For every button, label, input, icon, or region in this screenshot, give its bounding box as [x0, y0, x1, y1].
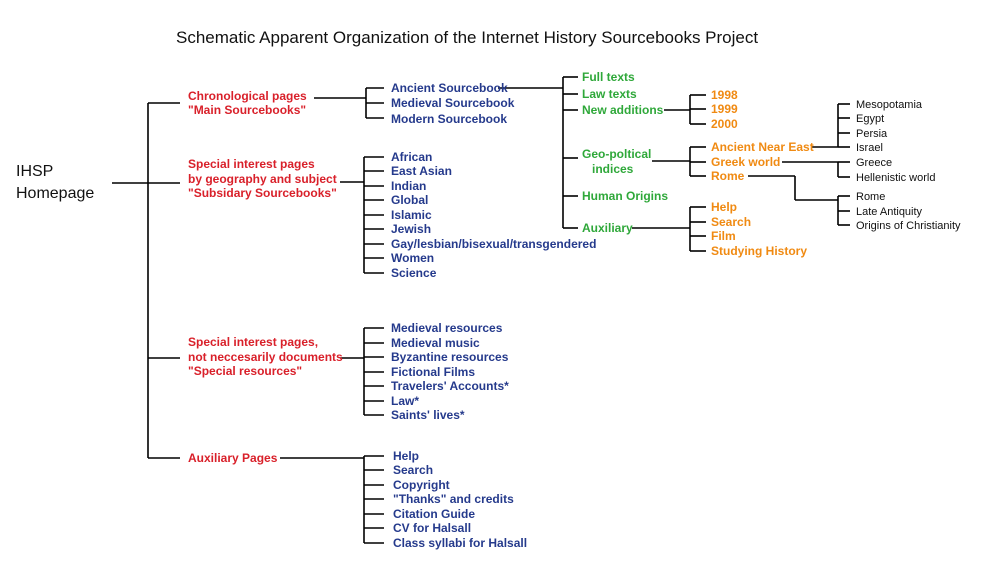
special-resource-item: Fictional Films — [391, 365, 476, 379]
rome-item: Late Antiquity — [856, 206, 923, 218]
near-east-regions — [856, 99, 923, 154]
year-item: 1999 — [711, 102, 738, 116]
diagram-title: Schematic Apparent Organization of the Internet History Sourcebooks Project — [176, 28, 759, 47]
auxiliary-pages — [393, 449, 527, 550]
year-item: 1998 — [711, 88, 738, 102]
homepage-label: IHSP — [16, 163, 54, 180]
near-east-item: Egypt — [856, 113, 885, 125]
ancient-auxiliary — [711, 200, 807, 258]
auxiliary-page-item: "Thanks" and credits — [393, 492, 514, 506]
year-item: 2000 — [711, 117, 738, 131]
special-resource-item: Saints' lives* — [391, 408, 465, 422]
category-auxiliary: Auxiliary Pages — [188, 451, 278, 465]
ancient-auxiliary-item: Search — [711, 215, 752, 229]
ancient-sections — [582, 70, 668, 235]
near-east-item: Mesopotamia — [856, 99, 923, 111]
special-resource-item: Law* — [391, 394, 420, 408]
special-resources — [391, 321, 509, 422]
auxiliary-page-item: Citation Guide — [393, 507, 475, 521]
subsidiary-item: East Asian — [391, 164, 452, 178]
category-special: not neccesarily documents — [188, 350, 343, 364]
rome-item: Origins of Christianity — [856, 220, 961, 232]
subsidiary-item: Gay/lesbian/bisexual/transgendered — [391, 237, 597, 251]
ancient-section-item: Law texts — [582, 87, 637, 101]
ancient-auxiliary-item: Help — [711, 200, 738, 214]
subsidiary-item: African — [391, 150, 433, 164]
category-special: "Special resources" — [188, 364, 303, 378]
special-resource-item: Medieval resources — [391, 321, 503, 335]
ancient-section-item: Full texts — [582, 70, 635, 84]
auxiliary-page-item: Help — [393, 449, 420, 463]
special-resource-item: Travelers' Accounts* — [391, 379, 509, 393]
main-sourcebooks — [391, 81, 515, 126]
subsidiary-item: Jewish — [391, 222, 432, 236]
main-sourcebook-item: Ancient Sourcebook — [391, 81, 508, 95]
geo-index-item: Rome — [711, 169, 745, 183]
near-east-item: Persia — [856, 128, 888, 140]
homepage-label: Homepage — [16, 185, 95, 202]
category-chronological: Chronological pages — [188, 89, 307, 103]
special-resource-item: Medieval music — [391, 336, 480, 350]
category-subsidiary: by geography and subject — [188, 172, 337, 186]
geo-index-item: Greek world — [711, 155, 781, 169]
greek-world-regions — [856, 157, 935, 184]
ancient-auxiliary-item: Studying History — [711, 244, 808, 258]
auxiliary-page-item: Copyright — [393, 478, 450, 492]
special-resource-item: Byzantine resources — [391, 350, 509, 364]
greek-world-item: Greece — [856, 157, 893, 169]
category-special: Special interest pages, — [188, 335, 319, 349]
rome-subtopics — [856, 191, 961, 232]
near-east-item: Israel — [856, 142, 883, 154]
ancient-section-item: Auxiliary — [582, 221, 633, 235]
ancient-auxiliary-item: Film — [711, 229, 736, 243]
greek-world-item: Hellenistic world — [856, 172, 936, 184]
ancient-section-item: indices — [592, 162, 634, 176]
auxiliary-page-item: Search — [393, 463, 434, 477]
subsidiary-item: Global — [391, 193, 429, 207]
subsidiary-item: Women — [391, 251, 435, 265]
ancient-section-item: New additions — [582, 103, 664, 117]
subsidiary-sourcebooks — [391, 150, 596, 280]
subsidiary-item: Islamic — [391, 208, 432, 222]
category-subsidiary: "Subsidary Sourcebooks" — [188, 186, 337, 200]
main-sourcebook-item: Modern Sourcebook — [391, 112, 508, 126]
subsidiary-item: Science — [391, 266, 437, 280]
auxiliary-page-item: Class syllabi for Halsall — [393, 536, 528, 550]
auxiliary-page-item: CV for Halsall — [393, 521, 472, 535]
ancient-section-item: Human Origins — [582, 189, 669, 203]
category-labels — [188, 89, 343, 465]
category-subsidiary: Special interest pages — [188, 157, 315, 171]
subsidiary-item: Indian — [391, 179, 427, 193]
geo-index-item: Ancient Near East — [711, 140, 814, 154]
new-additions-years — [711, 88, 738, 131]
rome-item: Rome — [856, 191, 886, 203]
main-sourcebook-item: Medieval Sourcebook — [391, 96, 515, 110]
ancient-section-item: Geo-poltical — [582, 147, 652, 161]
category-chronological: "Main Sourcebooks" — [188, 103, 307, 117]
